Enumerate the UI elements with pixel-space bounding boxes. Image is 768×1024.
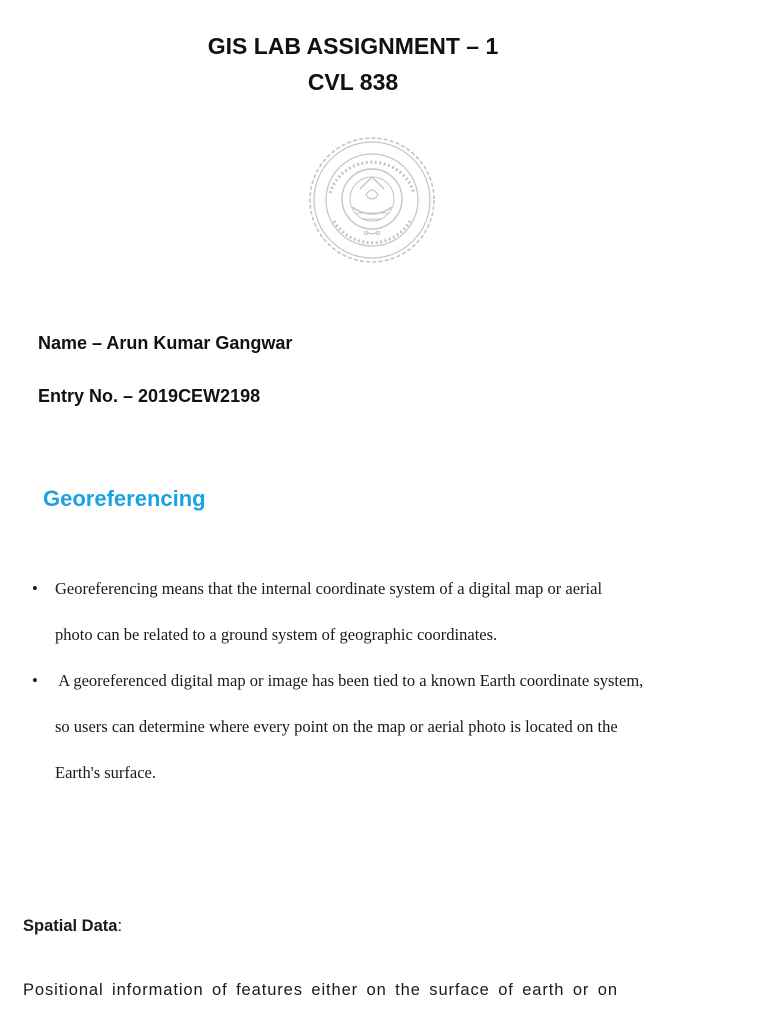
student-entry-number: Entry No. – 2019CEW2198 xyxy=(38,386,261,406)
spatial-data-text: Positional information of features either on the surface of earth or on xyxy=(23,981,618,999)
bullet-text-line: Earth's surface. xyxy=(55,763,157,782)
bullet-dot-icon: • xyxy=(32,579,38,598)
bullet-item xyxy=(30,658,750,796)
bullet-text-line: Georeferencing means that the internal coordinate system of a digital map or aerial xyxy=(55,579,603,598)
title-line-course-code: CVL 838 xyxy=(307,69,399,95)
bullet-text-line: A georeferenced digital map or image has been tied to a known Earth coordinate system, xyxy=(55,671,644,690)
spatial-data-colon: : xyxy=(117,917,123,935)
spatial-data-label: Spatial Data xyxy=(23,917,118,935)
iit-delhi-seal-icon xyxy=(296,133,448,267)
title-line-assignment: GIS LAB ASSIGNMENT – 1 xyxy=(207,33,499,59)
section-heading-georeferencing: Georeferencing xyxy=(43,486,206,511)
student-name: Name – Arun Kumar Gangwar xyxy=(38,333,293,353)
document-title xyxy=(0,28,706,100)
bullet-dot-icon: • xyxy=(32,671,38,690)
georeferencing-bullet-list xyxy=(30,566,750,796)
spatial-data-heading xyxy=(23,917,122,936)
bullet-text-line: so users can determine where every point on the map or aerial photo is located on the xyxy=(55,717,618,736)
bullet-text-line: photo can be related to a ground system of geographic coordinates. xyxy=(55,625,498,644)
bullet-item xyxy=(30,566,750,658)
